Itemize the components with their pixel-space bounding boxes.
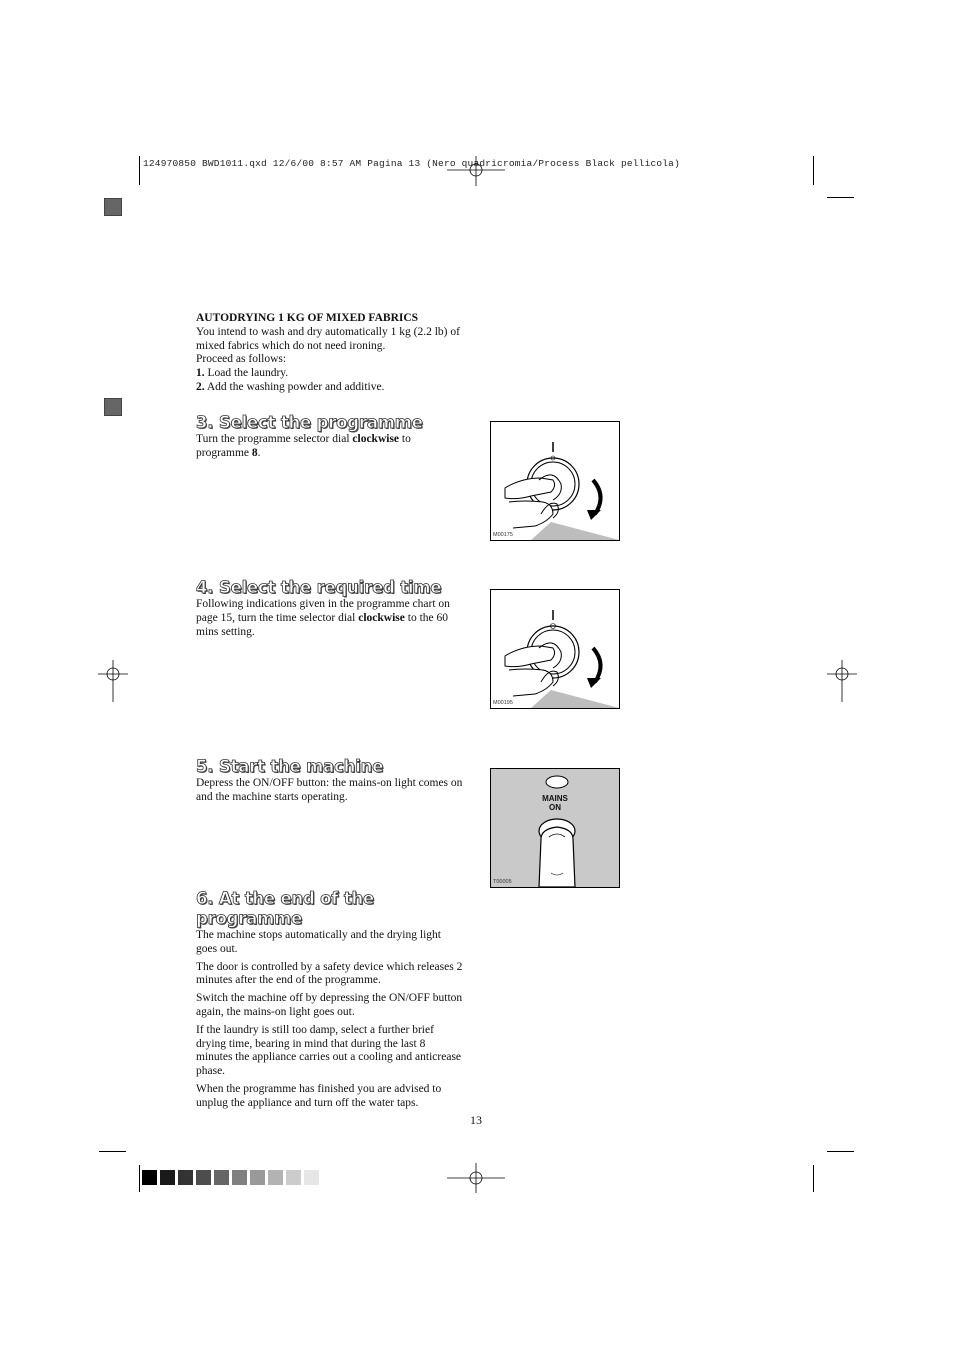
crop-mark-top-right-h: [827, 197, 854, 198]
figure-code: M00175: [493, 532, 513, 538]
calibration-swatch: [232, 1170, 247, 1185]
crop-mark-bottom-right-v: [813, 1165, 814, 1192]
step-5-section: [196, 757, 464, 805]
intro-title: AUTODRYING 1 KG OF MIXED FABRICS: [196, 312, 419, 324]
calibration-swatch: [214, 1170, 229, 1185]
margin-marker-square-1: [104, 198, 122, 216]
intro-line-2: Proceed as follows:: [196, 353, 287, 366]
step-6-heading: 6. At the end of the programme: [196, 889, 375, 928]
hand-turning-dial-icon: [491, 422, 619, 540]
calibration-swatch: [268, 1170, 283, 1185]
programme-dial-illustration: [490, 421, 620, 541]
step-4-heading: 4. Select the required time: [196, 578, 442, 597]
step-4-text: Following indications given in the programme chart on page 15, turn the time selector dial clockwise to the 60 mins setting.: [196, 598, 450, 638]
figure-code: T00005: [493, 879, 512, 885]
calibration-swatch: [160, 1170, 175, 1185]
registration-mark-top: [447, 156, 505, 186]
step-4-section: [196, 578, 464, 639]
step-6-paragraph-3: Switch the machine off by depressing the ON/OFF button again, the mains-on light goes out.: [196, 992, 463, 1018]
calibration-swatch: [178, 1170, 193, 1185]
registration-mark-left: [98, 660, 128, 702]
calibration-swatch: [196, 1170, 211, 1185]
step-3-section: [196, 413, 464, 461]
crop-mark-top-left-v: [139, 156, 140, 185]
time-dial-illustration: [490, 589, 620, 709]
crop-mark-bottom-right-h: [827, 1151, 854, 1152]
step-5-heading: 5. Start the machine: [196, 757, 384, 776]
crop-mark-bottom-left-h: [99, 1151, 126, 1152]
crop-mark-top-right-v: [813, 156, 814, 185]
crop-mark-bottom-left-v: [139, 1165, 140, 1192]
on-label: ON: [549, 803, 561, 812]
registration-mark-bottom: [447, 1163, 505, 1193]
intro-step-1: 1. Load the laundry.: [196, 367, 289, 380]
step-6-paragraph-2: The door is controlled by a safety device which releases 2 minutes after the end of the programme.: [196, 960, 463, 987]
printer-slug: 124970850 BWD1011.qxd 12/6/00 8:57 AM Pagina 13 (Nero quadricromia/Process Black pellicola): [143, 158, 680, 169]
calibration-swatch: [304, 1170, 319, 1185]
intro-line-1: You intend to wash and dry automatically 1 kg (2.2 lb) of mixed fabrics which do not need ironing.: [196, 325, 460, 352]
step-6-paragraph-1: The machine stops automatically and the drying light goes out.: [196, 929, 441, 955]
step-6-section: [196, 889, 464, 1115]
registration-mark-right: [827, 660, 857, 702]
intro-section: [196, 312, 464, 395]
calibration-swatch: [142, 1170, 157, 1185]
step-6-paragraph-4: If the laundry is still too damp, select a further brief drying time, bearing in mind that during the last 8 minutes the appliance carries out a cooling and anticrease phase.: [196, 1023, 462, 1078]
figure-code: M00195: [493, 700, 513, 706]
page-number: 13: [470, 1113, 482, 1127]
finger-pressing-button-icon: [491, 769, 619, 887]
step-5-text: Depress the ON/OFF button: the mains-on light comes on and the machine starts operating.: [196, 777, 463, 803]
step-3-heading: 3. Select the programme: [196, 413, 423, 432]
intro-step-2: 2. Add the washing powder and additive.: [196, 380, 385, 393]
margin-marker-square-2: [104, 398, 122, 416]
calibration-swatch: [250, 1170, 265, 1185]
calibration-swatch: [286, 1170, 301, 1185]
mains-label: MAINS: [542, 794, 568, 803]
mains-on-label: [491, 794, 619, 812]
step-3-text: Turn the programme selector dial clockwise to programme 8.: [196, 433, 411, 459]
hand-turning-dial-icon: [491, 590, 619, 708]
step-6-paragraph-5: When the programme has finished you are advised to unplug the appliance and turn off the water taps.: [196, 1082, 442, 1109]
mains-on-illustration: [490, 768, 620, 888]
